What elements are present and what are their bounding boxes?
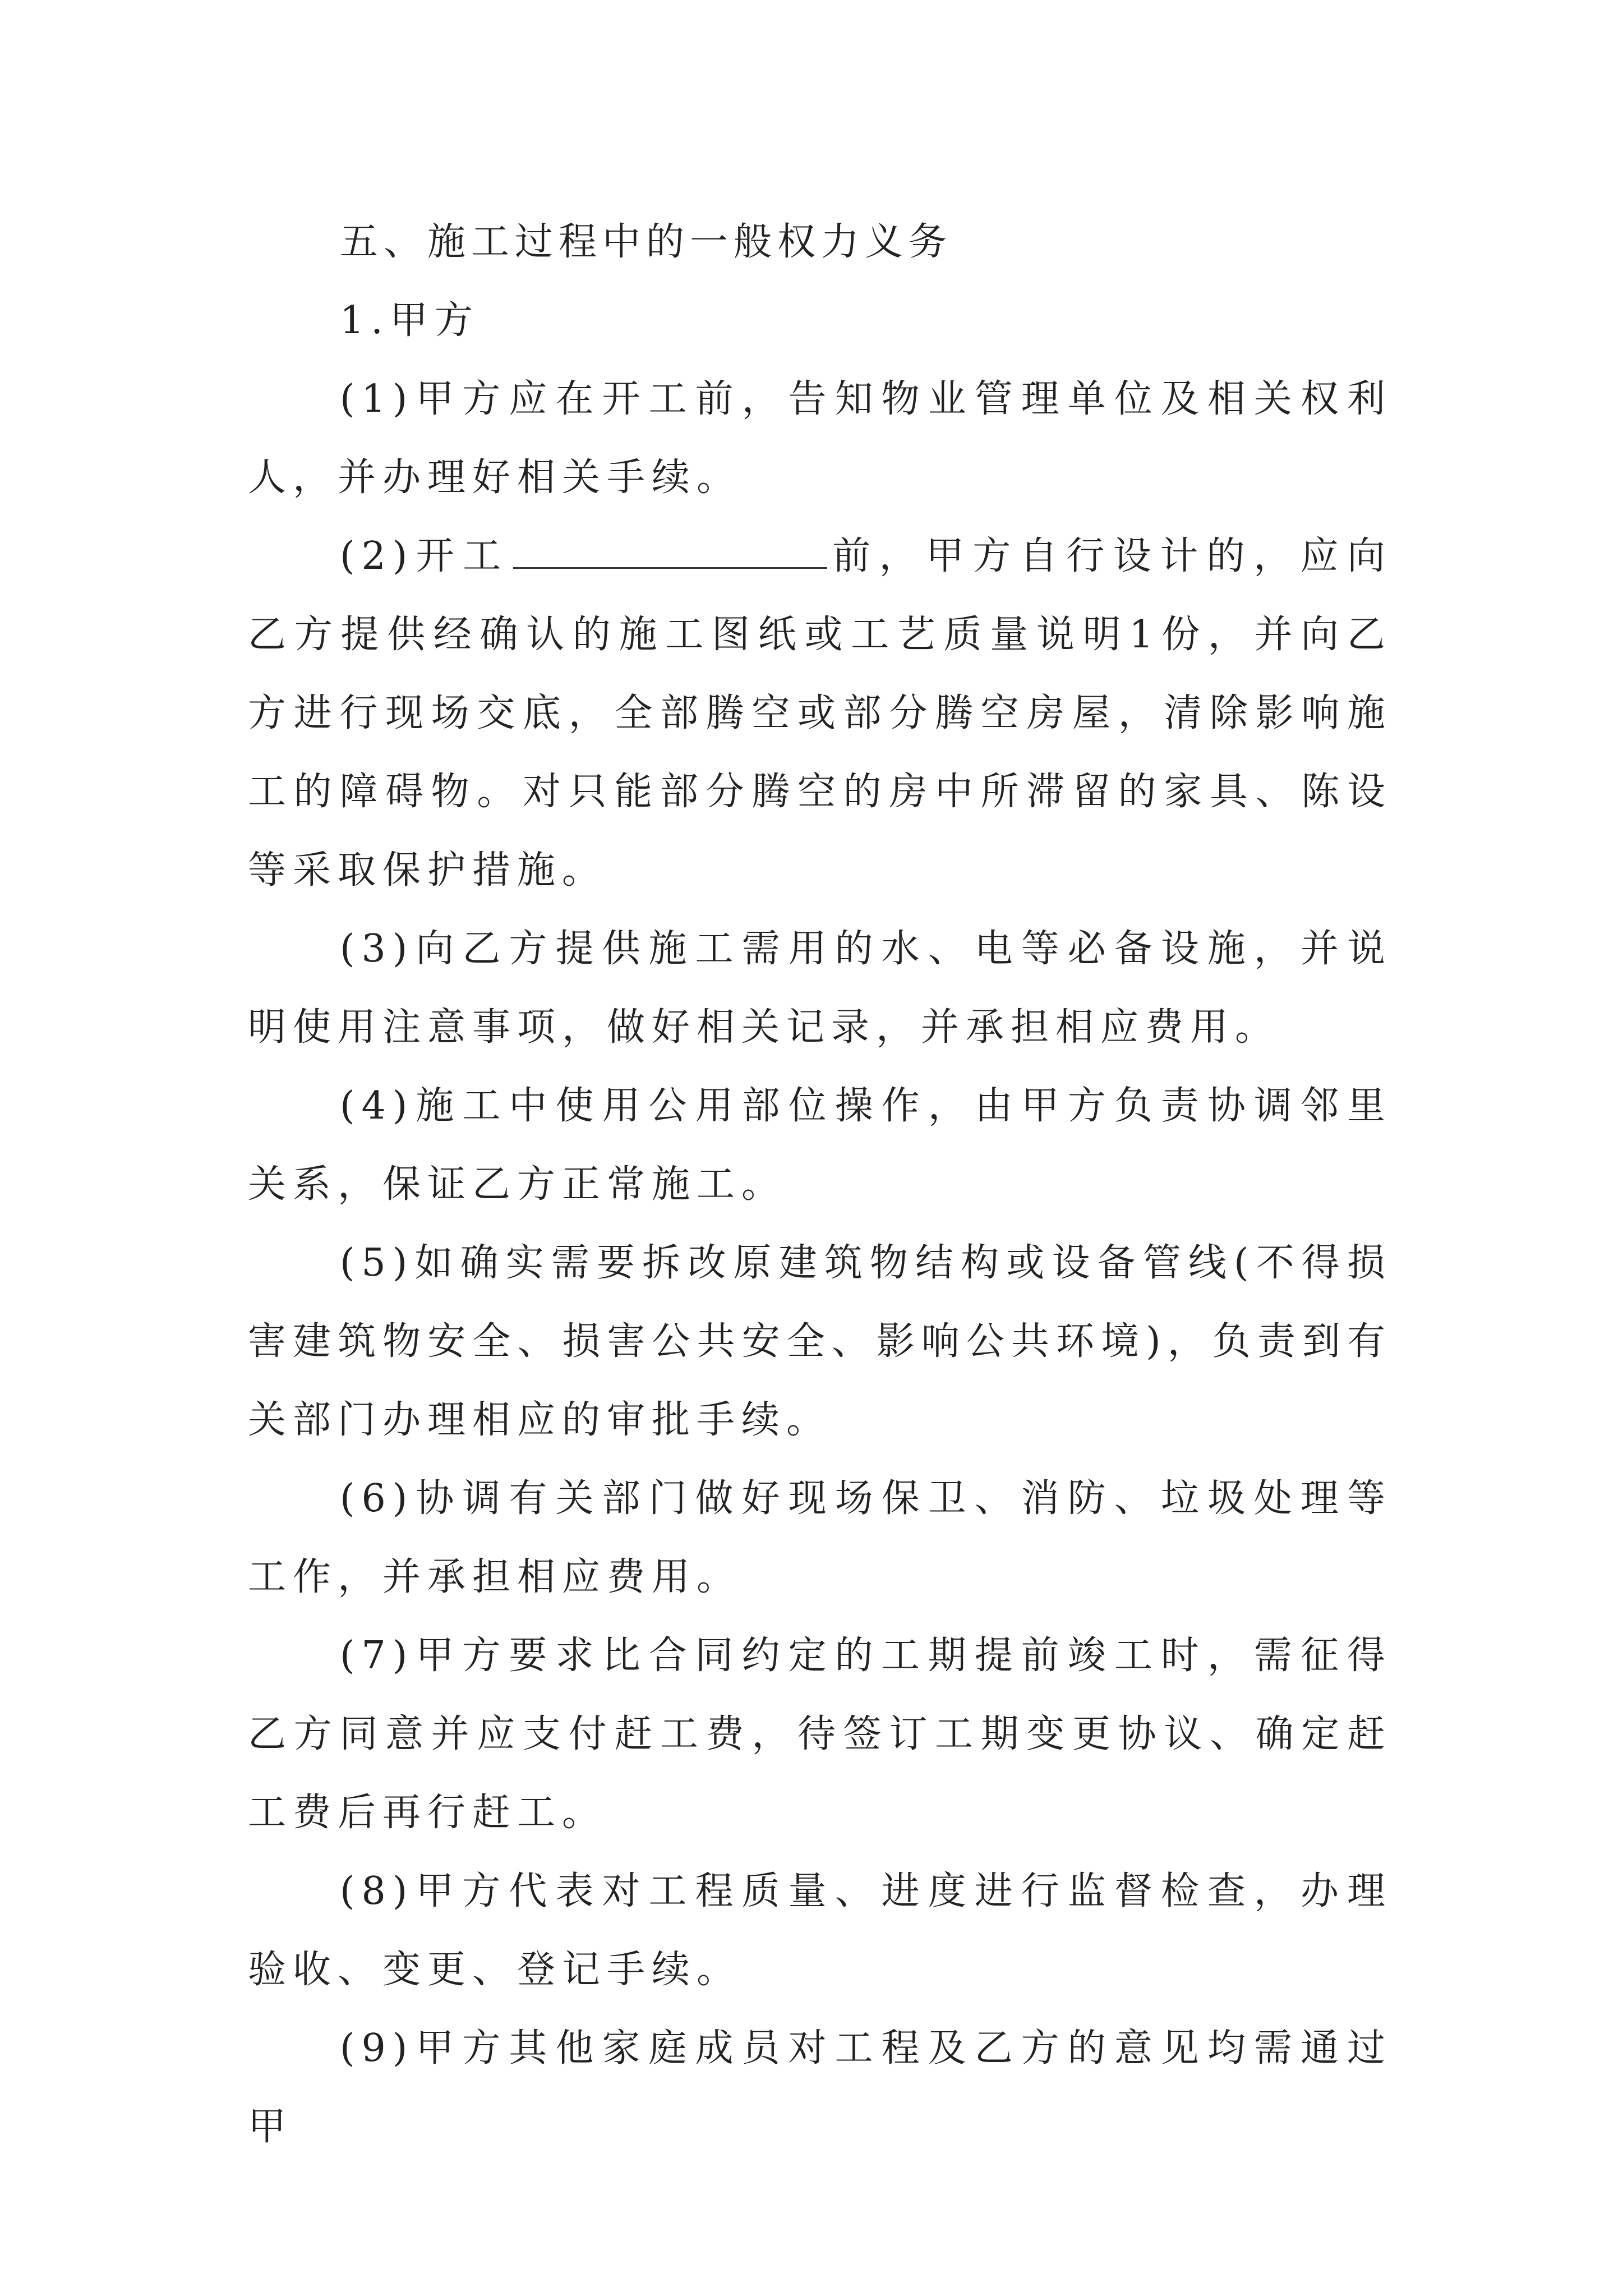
clause-7: (7)甲方要求比合同约定的工期提前竣工时，需征得乙方同意并应支付赶工费，待签订工期变更协议、确定赶工费后再行赶工。 [248,1634,1392,1835]
clause-9: (9)甲方其他家庭成员对工程及乙方的意见均需通过甲 [248,2026,1392,2149]
clause-2 [248,517,1392,910]
section-heading: 五、施工过程中的一般权力义务 [340,220,953,264]
clause-5: (5)如确实需要拆改原建筑物结构或设备管线(不得损害建筑物安全、损害公共安全、影响公共环境)，负责到有关部门办理相应的审批手续。 [248,1241,1392,1442]
clause-1: (1)甲方应在开工前，告知物业管理单位及相关权利人，并办理好相关手续。 [248,377,1392,500]
subheading-party-a: 1.甲方 [340,298,479,343]
clause-3: (3)向乙方提供施工需用的水、电等必备设施，并说明使用注意事项，做好相关记录，并承担相应费用。 [248,927,1392,1050]
document-body [248,203,1392,2166]
clause-4: (4)施工中使用公用部位操作，由甲方负责协调邻里关系，保证乙方正常施工。 [248,1084,1392,1207]
fill-in-blank-line [513,533,827,569]
clause-6: (6)协调有关部门做好现场保卫、消防、垃圾处理等工作，并承担相应费用。 [248,1476,1392,1599]
clause-8: (8)甲方代表对工程质量、进度进行监督检查，办理验收、变更、登记手续。 [248,1869,1392,1992]
clause-2-rest: 前，甲方自行设计的，应向乙方提供经确认的施工图纸或工艺质量说明1份，并向乙方进行现场交底，全部腾空或部分腾空房屋，清除影响施工的障碍物。对只能部分腾空的房中所滞留的家具、陈设等采取保护措施。 [248,534,1392,892]
clause-2-lead: (2)开工 [340,534,510,578]
